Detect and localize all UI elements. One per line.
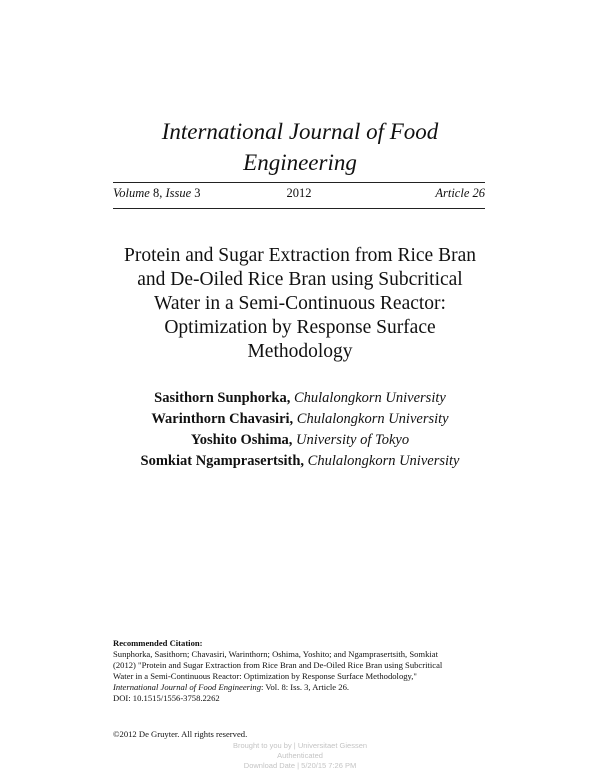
author-affiliation: Chulalongkorn University: [293, 390, 446, 406]
citation-line: Water in a Semi-Continuous Reactor: Optimization by Response Surface Methodology,": [113, 671, 417, 681]
author-affiliation: University of Tokyo: [296, 432, 410, 448]
citation-doi[interactable]: DOI: 10.1515/1556-3758.2262: [113, 693, 220, 703]
recommended-citation: [113, 638, 493, 704]
author-name: Warinthorn Chavasiri,: [151, 411, 294, 427]
download-watermark: [0, 741, 600, 771]
watermark-line: Brought to you by | Universitaet Giessen: [232, 741, 368, 750]
citation-line: Sunphorka, Sasithorn; Chavasiri, Warinthorn; Oshima, Yoshito; and Ngamprasertsith, Somkiat: [113, 649, 438, 659]
paper-title-line: Water in a Semi-Continuous Reactor:: [154, 293, 446, 314]
citation-journal-name: International Journal of Food Engineering: [113, 682, 261, 692]
issue-rule-bottom: [113, 208, 485, 209]
paper-title-line: Protein and Sugar Extraction from Rice Bran: [124, 245, 476, 266]
citation-heading: Recommended Citation:: [113, 638, 203, 648]
publication-year: 2012: [286, 186, 312, 200]
paper-title-line: Optimization by Response Surface: [164, 317, 436, 338]
author-entry: [0, 451, 600, 472]
author-entry: [0, 388, 600, 409]
citation-volume-info: : Vol. 8: Iss. 3, Article 26.: [261, 682, 350, 692]
author-name: Somkiat Ngamprasertsith,: [140, 453, 305, 469]
paper-title-line: and De-Oiled Rice Bran using Subcritical: [137, 269, 463, 290]
volume-issue: Volume 8, Issue 3: [113, 186, 201, 200]
journal-title-line-2: Engineering: [243, 150, 357, 175]
article-number: Article 26: [435, 186, 485, 200]
citation-line: (2012) "Protein and Sugar Extraction from Rice Bran and De-Oiled Rice Bran using Subcritical: [113, 660, 443, 670]
journal-title-line-1: International Journal of Food: [161, 119, 439, 144]
author-entry: [0, 409, 600, 430]
author-name: Sasithorn Sunphorka,: [154, 390, 291, 406]
watermark-line: Download Date | 5/20/15 7:26 PM: [243, 761, 357, 770]
author-name: Yoshito Oshima,: [190, 432, 293, 448]
issue-info-row: [113, 186, 485, 204]
issue-rule-top: [113, 182, 485, 183]
copyright-notice: ©2012 De Gruyter. All rights reserved.: [113, 729, 248, 739]
author-affiliation: Chulalongkorn University: [307, 453, 460, 469]
author-entry: [0, 430, 600, 451]
volume-label: Volume: [113, 186, 150, 200]
author-list: [0, 388, 600, 472]
watermark-line: Authenticated: [277, 751, 323, 760]
volume-number: 8: [152, 186, 160, 200]
journal-title: [0, 116, 600, 178]
paper-title: [90, 244, 510, 364]
paper-title-line: Methodology: [247, 341, 353, 362]
citation-journal-line: [113, 682, 493, 693]
issue-label: Issue: [165, 186, 192, 200]
issue-number: 3: [194, 186, 201, 200]
author-affiliation: Chulalongkorn University: [296, 411, 449, 427]
